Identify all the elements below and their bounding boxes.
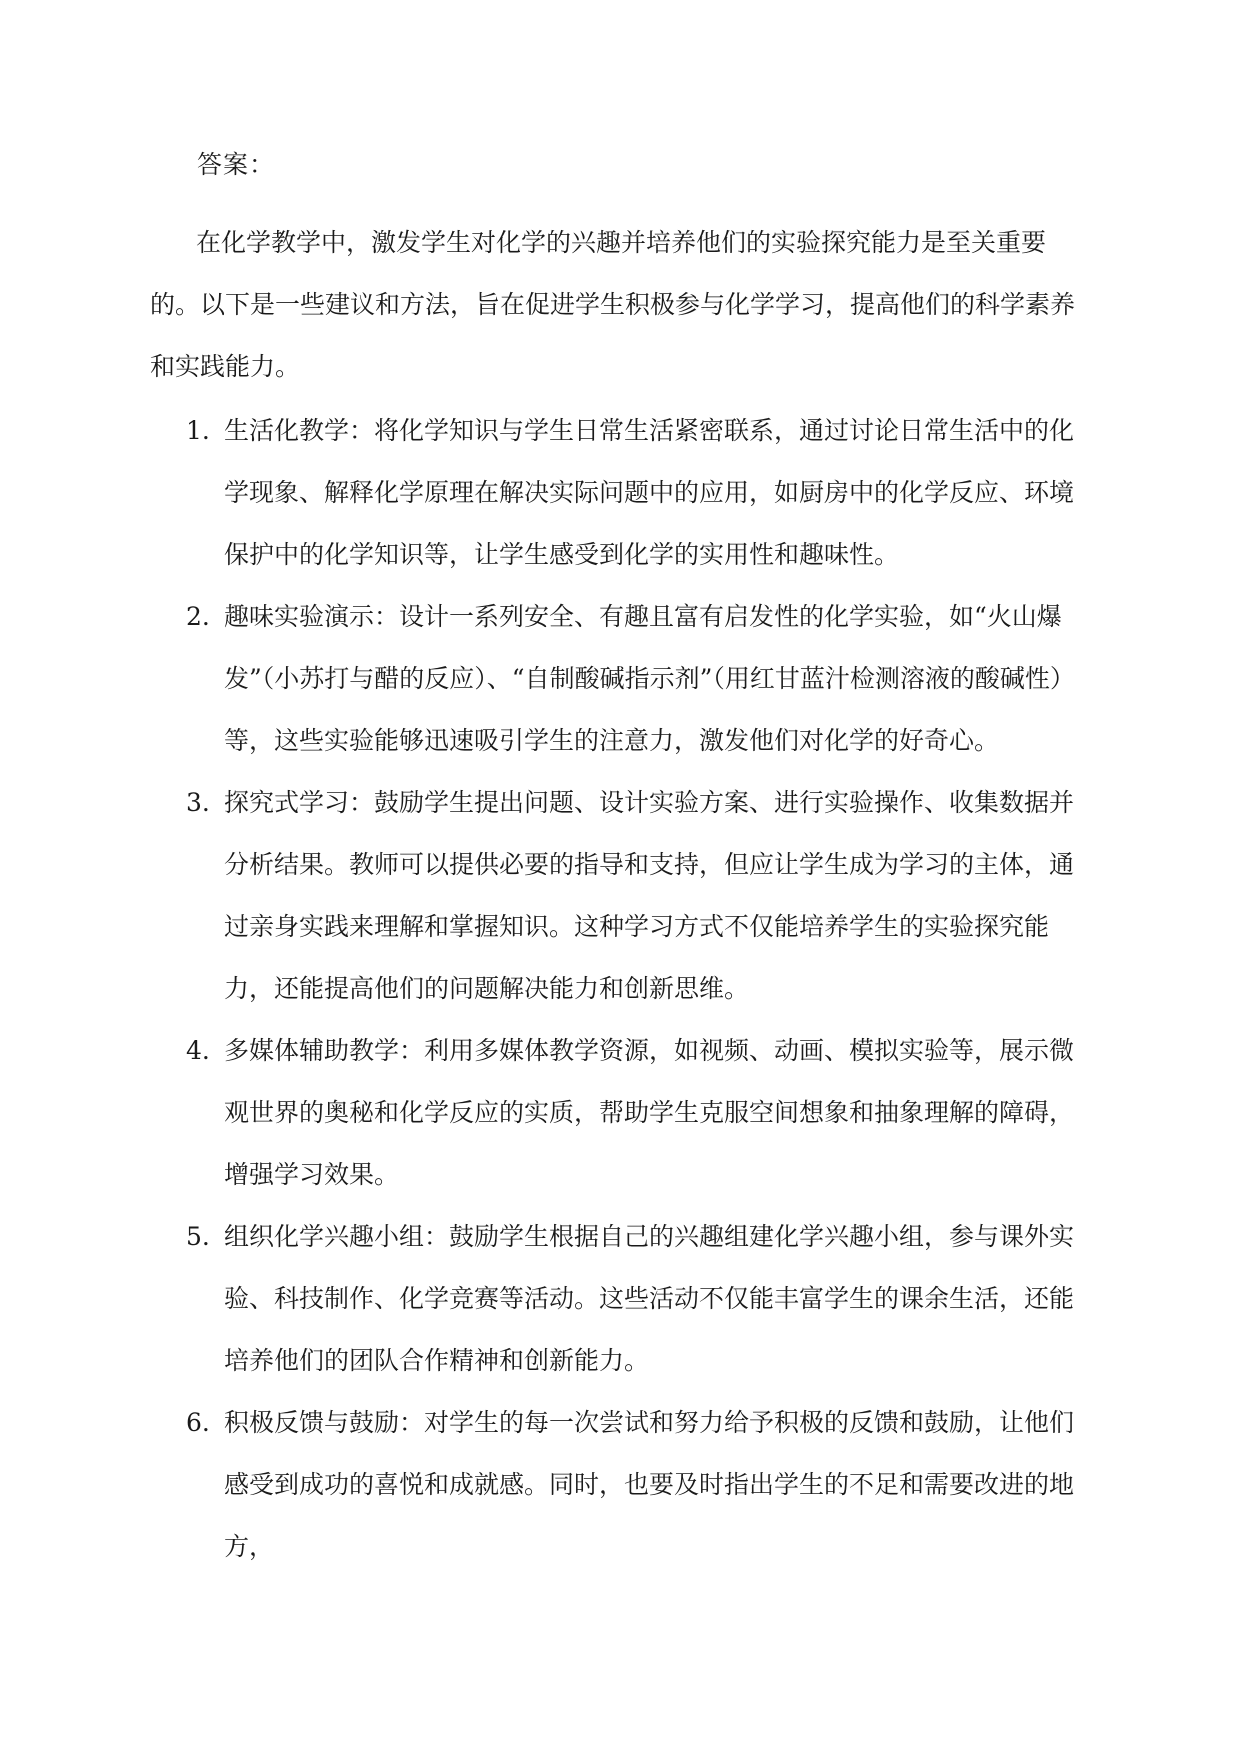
list-item-text: 趣味实验演示：设计一系列安全、有趣且富有启发性的化学实验，如“火山爆发”（小苏打与醋的反应）、“自制酸碱指示剂”（用红甘蓝汁检测溶液的酸碱性）等，这些实验能够迅速吸引学生的注意力，激发他们对化学的好奇心。 (224, 602, 1075, 755)
answer-heading: 答案： (197, 150, 276, 179)
list-item-text: 组织化学兴趣小组：鼓励学生根据自己的兴趣组建化学兴趣小组，参与课外实验、科技制作、化学竞赛等活动。这些活动不仅能丰富学生的课余生活，还能培养他们的团队合作精神和创新能力。 (224, 1222, 1075, 1375)
list-item-text: 多媒体辅助教学：利用多媒体教学资源，如视频、动画、模拟实验等，展示微观世界的奥秘和化学反应的实质，帮助学生克服空间想象和抽象理解的障碍，增强学习效果。 (224, 1036, 1075, 1189)
intro-paragraph: 在化学教学中，激发学生对化学的兴趣并培养他们的实验探究能力是至关重要的。以下是一些建议和方法，旨在促进学生积极参与化学学习，提高他们的科学素养和实践能力。 (150, 228, 1076, 381)
list-item-text: 生活化教学：将化学知识与学生日常生活紧密联系，通过讨论日常生活中的化学现象、解释化学原理在解决实际问题中的应用，如厨房中的化学反应、环境保护中的化学知识等，让学生感受到化学的实用性和趣味性。 (224, 416, 1075, 569)
list-item-number: 5. (186, 1222, 210, 1251)
list-item-number: 6. (186, 1408, 210, 1437)
list-item-number: 2. (186, 602, 210, 631)
list-item-number: 3. (186, 788, 210, 817)
list-item-text: 积极反馈与鼓励：对学生的每一次尝试和努力给予积极的反馈和鼓励，让他们感受到成功的喜悦和成就感。同时，也要及时指出学生的不足和需要改进的地方， (224, 1408, 1075, 1561)
list-item-number: 1. (186, 416, 210, 445)
list-item-number: 4. (186, 1036, 210, 1065)
list-item-text: 探究式学习：鼓励学生提出问题、设计实验方案、进行实验操作、收集数据并分析结果。教师可以提供必要的指导和支持，但应让学生成为学习的主体，通过亲身实践来理解和掌握知识。这种学习方式不仅能培养学生的实验探究能力，还能提高他们的问题解决能力和创新思维。 (224, 788, 1075, 1003)
